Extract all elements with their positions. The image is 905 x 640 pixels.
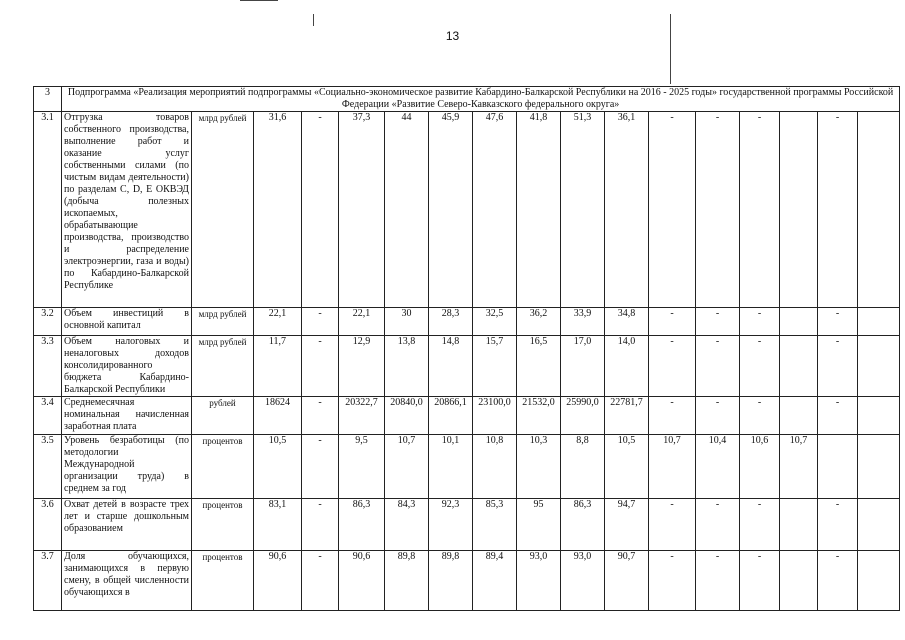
table-row <box>34 308 900 336</box>
value-cell: 17,0 <box>561 336 605 397</box>
value-cell: - <box>302 112 339 308</box>
indicator-name: Отгрузка товаров собственного производства, выполнение работ и оказание услуг собственными силами (по чистым видам деятельности) по разделам C, D, E ОКВЭД (добыча полезных ископаемых, обрабатывающие производства, производство и распределение электроэнергии, газа и воды) по Кабардино-Балкарской Республике <box>62 112 192 308</box>
value-cell: 22781,7 <box>605 397 649 435</box>
value-cell: 10,7 <box>385 435 429 499</box>
value-cell: - <box>818 308 858 336</box>
value-cell <box>858 112 900 308</box>
value-cell: - <box>302 397 339 435</box>
unit-cell: процентов <box>192 499 254 551</box>
value-cell: 84,3 <box>385 499 429 551</box>
value-cell: 90,7 <box>605 551 649 611</box>
value-cell: 10,7 <box>780 435 818 499</box>
value-cell: 10,3 <box>517 435 561 499</box>
value-cell: - <box>649 336 696 397</box>
value-cell: 10,5 <box>605 435 649 499</box>
value-cell: - <box>649 112 696 308</box>
value-cell: - <box>649 308 696 336</box>
row-number: 3.5 <box>34 435 62 499</box>
scan-line-top <box>240 0 278 1</box>
value-cell: - <box>696 499 740 551</box>
value-cell <box>818 435 858 499</box>
value-cell: - <box>302 551 339 611</box>
value-cell: 51,3 <box>561 112 605 308</box>
indicator-name: Доля обучающихся, занимающихся в первую смену, в общей численности обучающихся в <box>62 551 192 611</box>
value-cell: 47,6 <box>473 112 517 308</box>
value-cell <box>780 336 818 397</box>
indicator-name: Уровень безработицы (по методологии Международной организации труда) в среднем за год <box>62 435 192 499</box>
value-cell: 10,6 <box>740 435 780 499</box>
table-row <box>34 551 900 611</box>
scan-line-right <box>670 14 671 84</box>
value-cell: - <box>818 499 858 551</box>
value-cell: - <box>818 112 858 308</box>
value-cell: - <box>649 499 696 551</box>
value-cell: 9,5 <box>339 435 385 499</box>
value-cell: 41,8 <box>517 112 561 308</box>
value-cell: - <box>302 499 339 551</box>
value-cell: 13,8 <box>385 336 429 397</box>
value-cell: - <box>818 397 858 435</box>
unit-cell: процентов <box>192 551 254 611</box>
unit-cell: млрд рублей <box>192 112 254 308</box>
value-cell: 37,3 <box>339 112 385 308</box>
value-cell: 22,1 <box>339 308 385 336</box>
value-cell <box>858 397 900 435</box>
indicator-name: Объем инвестиций в основной капитал <box>62 308 192 336</box>
value-cell: 32,5 <box>473 308 517 336</box>
value-cell: 8,8 <box>561 435 605 499</box>
section-number: 3 <box>34 87 62 112</box>
value-cell: - <box>302 308 339 336</box>
value-cell: - <box>740 499 780 551</box>
subprogram-title: Подпрограмма «Реализация мероприятий подпрограммы «Социально-экономическое развитие Кабардино-Балкарской Республики на 2016 - 2025 годы» государственной программы Российской Федерации «Развитие Северо-Кавказского федерального округа» <box>62 87 900 112</box>
value-cell: 92,3 <box>429 499 473 551</box>
unit-cell: рублей <box>192 397 254 435</box>
value-cell: - <box>302 336 339 397</box>
unit-cell: млрд рублей <box>192 308 254 336</box>
value-cell: 95 <box>517 499 561 551</box>
value-cell: - <box>696 308 740 336</box>
value-cell: 86,3 <box>561 499 605 551</box>
value-cell: - <box>740 551 780 611</box>
value-cell <box>858 336 900 397</box>
value-cell: - <box>696 551 740 611</box>
row-number: 3.6 <box>34 499 62 551</box>
value-cell: 31,6 <box>254 112 302 308</box>
table-row <box>34 435 900 499</box>
value-cell: 10,4 <box>696 435 740 499</box>
value-cell: 36,2 <box>517 308 561 336</box>
value-cell <box>858 551 900 611</box>
value-cell: 22,1 <box>254 308 302 336</box>
value-cell: - <box>740 308 780 336</box>
value-cell <box>780 308 818 336</box>
value-cell: 25990,0 <box>561 397 605 435</box>
indicator-name: Объем налоговых и неналоговых доходов консолидированного бюджета Кабардино-Балкарской Республики <box>62 336 192 397</box>
value-cell: 34,8 <box>605 308 649 336</box>
value-cell: 15,7 <box>473 336 517 397</box>
indicators-table <box>33 86 900 611</box>
value-cell: - <box>740 336 780 397</box>
value-cell <box>858 499 900 551</box>
value-cell: 12,9 <box>339 336 385 397</box>
indicator-name: Охват детей в возрасте трех лет и старше дошкольным образованием <box>62 499 192 551</box>
value-cell: 90,6 <box>254 551 302 611</box>
value-cell: 20840,0 <box>385 397 429 435</box>
value-cell: - <box>818 551 858 611</box>
value-cell: 93,0 <box>561 551 605 611</box>
value-cell: 10,8 <box>473 435 517 499</box>
table-row <box>34 397 900 435</box>
value-cell: - <box>302 435 339 499</box>
value-cell: - <box>740 112 780 308</box>
value-cell: 93,0 <box>517 551 561 611</box>
value-cell <box>780 499 818 551</box>
row-number: 3.2 <box>34 308 62 336</box>
value-cell: - <box>696 112 740 308</box>
row-number: 3.4 <box>34 397 62 435</box>
value-cell: 18624 <box>254 397 302 435</box>
value-cell: 28,3 <box>429 308 473 336</box>
table-row <box>34 499 900 551</box>
value-cell: 30 <box>385 308 429 336</box>
value-cell: 86,3 <box>339 499 385 551</box>
row-number: 3.1 <box>34 112 62 308</box>
value-cell: 10,5 <box>254 435 302 499</box>
value-cell: - <box>740 397 780 435</box>
value-cell: - <box>649 397 696 435</box>
scan-line-left <box>313 14 314 26</box>
value-cell: 20322,7 <box>339 397 385 435</box>
value-cell: 36,1 <box>605 112 649 308</box>
indicator-name: Среднемесячная номинальная начисленная заработная плата <box>62 397 192 435</box>
page-number: 13 <box>445 29 460 43</box>
value-cell: 20866,1 <box>429 397 473 435</box>
value-cell: 89,8 <box>429 551 473 611</box>
value-cell: - <box>649 551 696 611</box>
row-number: 3.3 <box>34 336 62 397</box>
value-cell: 89,4 <box>473 551 517 611</box>
value-cell: 89,8 <box>385 551 429 611</box>
value-cell: 21532,0 <box>517 397 561 435</box>
value-cell: 11,7 <box>254 336 302 397</box>
value-cell: 23100,0 <box>473 397 517 435</box>
value-cell: 83,1 <box>254 499 302 551</box>
value-cell: 90,6 <box>339 551 385 611</box>
value-cell <box>780 397 818 435</box>
row-number: 3.7 <box>34 551 62 611</box>
value-cell: - <box>696 397 740 435</box>
value-cell: 10,1 <box>429 435 473 499</box>
value-cell: 16,5 <box>517 336 561 397</box>
value-cell: 14,8 <box>429 336 473 397</box>
table-row <box>34 112 900 308</box>
value-cell: - <box>696 336 740 397</box>
value-cell: 14,0 <box>605 336 649 397</box>
value-cell: 33,9 <box>561 308 605 336</box>
value-cell: 45,9 <box>429 112 473 308</box>
value-cell: 10,7 <box>649 435 696 499</box>
value-cell: - <box>818 336 858 397</box>
value-cell <box>780 112 818 308</box>
subprogram-header-row <box>34 87 900 112</box>
value-cell <box>858 308 900 336</box>
value-cell <box>780 551 818 611</box>
value-cell <box>858 435 900 499</box>
value-cell: 44 <box>385 112 429 308</box>
table-row <box>34 336 900 397</box>
unit-cell: процентов <box>192 435 254 499</box>
value-cell: 94,7 <box>605 499 649 551</box>
value-cell: 85,3 <box>473 499 517 551</box>
unit-cell: млрд рублей <box>192 336 254 397</box>
